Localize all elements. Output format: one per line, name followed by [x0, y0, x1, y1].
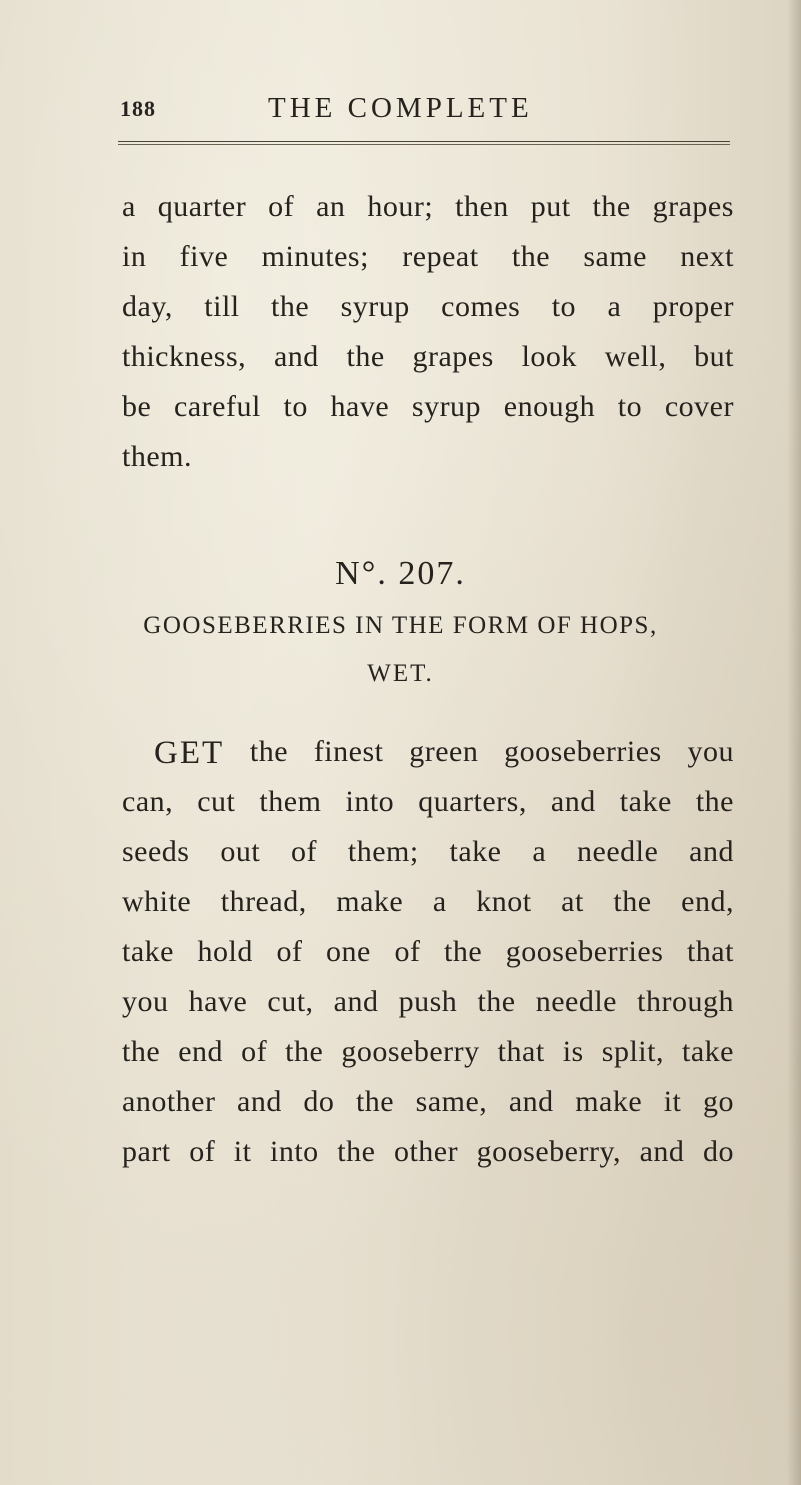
- word: them;: [347, 835, 419, 868]
- word: grapes: [652, 190, 734, 223]
- word: take: [682, 1035, 734, 1068]
- word: another: [122, 1085, 216, 1118]
- word: careful: [174, 390, 261, 423]
- word: one: [326, 935, 371, 968]
- word: the: [511, 240, 551, 273]
- word: it: [663, 1085, 682, 1118]
- text-line: [122, 1135, 734, 1185]
- word: cover: [664, 390, 734, 423]
- word: split,: [601, 1035, 664, 1068]
- word: syrup: [340, 290, 410, 323]
- word: of: [276, 935, 303, 968]
- word: take: [619, 785, 672, 818]
- word: needle: [577, 835, 659, 868]
- text-line: [122, 1035, 734, 1085]
- text-line: [122, 885, 734, 935]
- word: the: [337, 1135, 376, 1168]
- word: do: [702, 1135, 734, 1168]
- word: into: [270, 1135, 319, 1168]
- word: have: [188, 985, 248, 1018]
- page-number: 188: [120, 96, 156, 121]
- word: of: [268, 190, 295, 223]
- word: to: [617, 390, 643, 423]
- word: green: [409, 735, 479, 768]
- word: of: [189, 1135, 216, 1168]
- word: knot: [476, 885, 532, 918]
- word: finest: [313, 735, 384, 768]
- word: white: [122, 885, 192, 918]
- word: is: [562, 1035, 584, 1068]
- word: next: [680, 240, 734, 273]
- word: and: [508, 1085, 554, 1118]
- word: through: [637, 985, 734, 1018]
- word: gooseberries: [504, 735, 662, 768]
- word: the: [122, 1035, 161, 1068]
- word: that: [686, 935, 734, 968]
- word: then: [455, 190, 509, 223]
- word: end: [178, 1035, 224, 1068]
- text-line: [122, 240, 734, 290]
- word: hold: [197, 935, 253, 968]
- word: the: [271, 290, 310, 323]
- word: gooseberry,: [476, 1135, 621, 1168]
- word: of: [291, 835, 318, 868]
- word: cut,: [267, 985, 314, 1018]
- running-title: THE COMPLETE: [268, 92, 533, 124]
- word: cut: [197, 785, 236, 818]
- word: can,: [122, 785, 174, 818]
- word: of: [394, 935, 421, 968]
- word: and: [333, 985, 379, 1018]
- word: the: [613, 885, 652, 918]
- word: seeds: [122, 835, 190, 868]
- text-line: [122, 290, 734, 340]
- word: the: [695, 785, 734, 818]
- word: quarters,: [418, 785, 527, 818]
- word: repeat: [402, 240, 479, 273]
- word: comes: [441, 290, 521, 323]
- text-line: [122, 935, 734, 985]
- word: thread,: [220, 885, 307, 918]
- recipe-paragraph: [122, 735, 734, 1185]
- word: put: [530, 190, 571, 223]
- word: and: [237, 1085, 282, 1118]
- word: minutes;: [261, 240, 369, 273]
- word: the: [346, 340, 385, 373]
- word: have: [330, 390, 390, 423]
- word: out: [220, 835, 261, 868]
- word: quarter: [157, 190, 247, 223]
- word: and: [689, 835, 734, 868]
- text-line: [122, 340, 734, 390]
- word: day,: [122, 290, 173, 323]
- word: the: [477, 985, 516, 1018]
- word: at: [561, 885, 584, 918]
- word: proper: [652, 290, 734, 323]
- word: the: [285, 1035, 324, 1068]
- word: push: [398, 985, 458, 1018]
- page-edge-shadow: [787, 0, 801, 1485]
- word: into: [345, 785, 395, 818]
- word: it: [233, 1135, 252, 1168]
- word: and: [639, 1135, 685, 1168]
- word: look: [521, 340, 577, 373]
- word: a: [607, 290, 622, 323]
- text-line: [122, 1085, 734, 1135]
- word: take: [449, 835, 502, 868]
- word: take: [122, 935, 174, 968]
- word: GET: [154, 735, 225, 771]
- recipe-number: N°. 207.: [335, 555, 466, 592]
- word: an: [316, 190, 346, 223]
- word: you: [687, 735, 734, 768]
- text-line: [122, 835, 734, 885]
- word: make: [336, 885, 404, 918]
- word: gooseberries: [505, 935, 664, 968]
- word: gooseberry: [341, 1035, 480, 1068]
- word: end,: [681, 885, 734, 918]
- word: a: [122, 190, 136, 223]
- word: well,: [604, 340, 667, 373]
- text-line: [122, 190, 734, 240]
- word: hour;: [367, 190, 434, 223]
- word: thickness,: [122, 340, 247, 373]
- word: in: [122, 240, 147, 273]
- word: go: [702, 1085, 734, 1118]
- word: till: [204, 290, 240, 323]
- recipe-title-continued: WET.: [367, 660, 434, 687]
- word: a: [532, 835, 547, 868]
- word: and: [273, 340, 319, 373]
- word: enough: [503, 390, 596, 423]
- text-line: [122, 390, 734, 440]
- word: other: [393, 1135, 459, 1168]
- word: the: [355, 1085, 395, 1118]
- running-head: [110, 92, 740, 132]
- word: five: [179, 240, 229, 273]
- word: a: [432, 885, 447, 918]
- word: them: [259, 785, 322, 818]
- word: same: [583, 240, 647, 273]
- word: needle: [535, 985, 617, 1018]
- word: the: [249, 735, 289, 768]
- word: do: [303, 1085, 335, 1118]
- word: and: [550, 785, 596, 818]
- word: to: [551, 290, 577, 323]
- word: part: [122, 1135, 171, 1168]
- word: grapes: [412, 340, 494, 373]
- text-line: [122, 985, 734, 1035]
- word: you: [122, 985, 169, 1018]
- word: the: [444, 935, 483, 968]
- word: the: [592, 190, 631, 223]
- word: syrup: [411, 390, 482, 423]
- text-line: [122, 785, 734, 835]
- intro-paragraph: [122, 190, 734, 490]
- header-rule: [118, 141, 730, 145]
- recipe-title: GOOSEBERRIES IN THE FORM OF HOPS,: [143, 612, 658, 639]
- word: be: [122, 390, 152, 423]
- word: make: [575, 1085, 643, 1118]
- text-line: [122, 440, 734, 490]
- text-line: [122, 735, 734, 785]
- word: to: [283, 390, 308, 423]
- word: them.: [122, 440, 192, 473]
- word: but: [694, 340, 734, 373]
- word: same,: [415, 1085, 488, 1118]
- word: that: [497, 1035, 545, 1068]
- word: of: [241, 1035, 268, 1068]
